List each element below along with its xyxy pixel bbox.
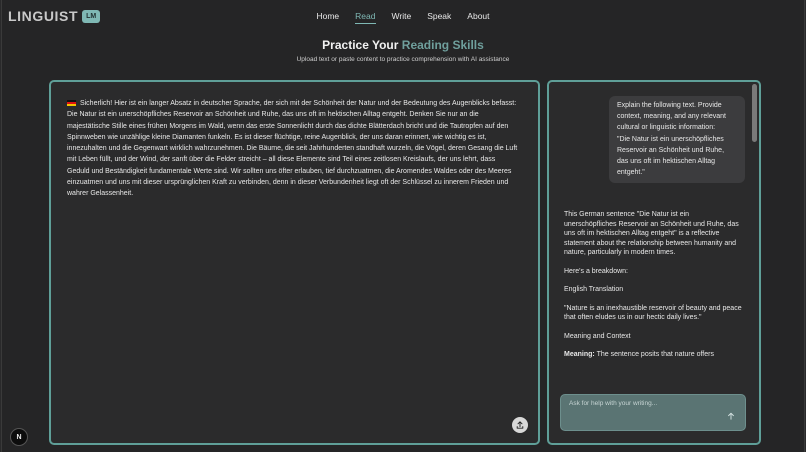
nav-about[interactable]: About: [467, 11, 490, 21]
assistant-panel: [547, 80, 761, 445]
user-message: [609, 96, 745, 183]
nav-home[interactable]: Home: [316, 11, 340, 21]
reading-intro: Sicherlich! Hier ist ein langer Absatz in deutscher Sprache, der sich mit der Schönheit der Natur und der Bedeutung des Augenblicks befasst:: [79, 100, 517, 107]
main-nav: [2, 11, 804, 24]
assistant-reply: [564, 210, 742, 369]
upload-button[interactable]: [512, 417, 528, 433]
reply-meaning: [564, 350, 742, 360]
page-title: [2, 38, 804, 52]
chat-input-box[interactable]: [560, 394, 746, 431]
reply-translation-heading: English Translation: [564, 286, 624, 293]
send-button[interactable]: [727, 412, 735, 422]
nav-speak[interactable]: Speak: [427, 11, 452, 21]
reply-translation: "Nature is an inexhaustible reservoir of beauty and peace that often eludes us in our hectic daily lives.": [564, 304, 742, 321]
user-message-text: Explain the following text. Provide context, meaning, and any relevant cultural or linguistic information: "Die Natur ist ein unerschöpfliches Reservoir an Schönheit und Ruhe, das uns oft im hektischen Alltag entgeht.": [617, 102, 726, 177]
brand-badge: LM: [82, 10, 100, 23]
page-subtitle: Upload text or paste content to practice comprehension with AI assistance: [296, 56, 510, 63]
reading-body: Die Natur ist ein unerschöpfliches Reservoir an Schönheit und Ruhe, das uns oft im hektischen Alltag entgeht. Denken Sie nur an die majestätische Stille eines frühen Morgens im Wald, wenn das erste Sonnenlicht durch das dichte Blätterdach bricht und die Tautropfen auf den Spinnweben wie unzählige kleine Diamanten funkeln. Es ist dieser flüchtige, reine Augenblick, der uns daran erinnert, wie wichtig es ist, innezuhalten und die Gegenwart wirklich wahrzunehmen. Die Bäume, die seit Jahrhunderten standhaft wurzeln, die Vögel, deren Gesang die Luft mit Leben füllt, und der Wind, der sanft über die Felder streicht – all diese Elemente sind Teil eines zeitlosen Kreislaufs, der uns lehrt, dass Geduld und Beständigkeit fundamentale Werte sind. Wir sollten uns öfter erlauben, tief durchzuatmen, die Aromendes Waldes oder des Meeres einzuatmen und uns mit dieser ursprünglichen Kraft zu verbinden, denn in dieser Verbundenheit liegt oft der Schlüssel zu innerem Frieden und wahrer Gelassenheit.: [67, 111, 518, 198]
chat-messages[interactable]: [549, 82, 759, 384]
german-flag-icon: [67, 100, 76, 106]
chat-input[interactable]: [567, 399, 721, 408]
reply-intro: This German sentence "Die Natur ist ein unerschöpfliches Reservoir an Schönheit und Ruhe, das uns oft im hektischen Alltag entgeht" is a reflective statement about the relationship between humanity and nature, particularly in modern times.: [564, 211, 739, 256]
reply-meaning-label: Meaning:: [564, 351, 595, 358]
upload-icon: [516, 421, 524, 429]
page-title-accent: Reading Skills: [401, 38, 484, 52]
nav-read[interactable]: Read: [355, 11, 375, 24]
reading-text[interactable]: [67, 98, 518, 200]
dev-badge[interactable]: N: [10, 428, 28, 446]
reading-panel[interactable]: [49, 80, 540, 445]
reply-meaning-heading: Meaning and Context: [564, 332, 631, 340]
nav-write[interactable]: Write: [391, 11, 412, 21]
reply-breakdown: Here's a breakdown:: [564, 267, 628, 275]
app-window: [1, 0, 805, 452]
reply-meaning-text: The sentence posits that nature offers: [596, 351, 714, 358]
chat-scrollbar[interactable]: [752, 84, 757, 142]
page-title-prefix: Practice Your: [322, 38, 399, 52]
arrow-up-icon: [727, 412, 735, 420]
brand-name: LINGUIST: [8, 8, 79, 24]
